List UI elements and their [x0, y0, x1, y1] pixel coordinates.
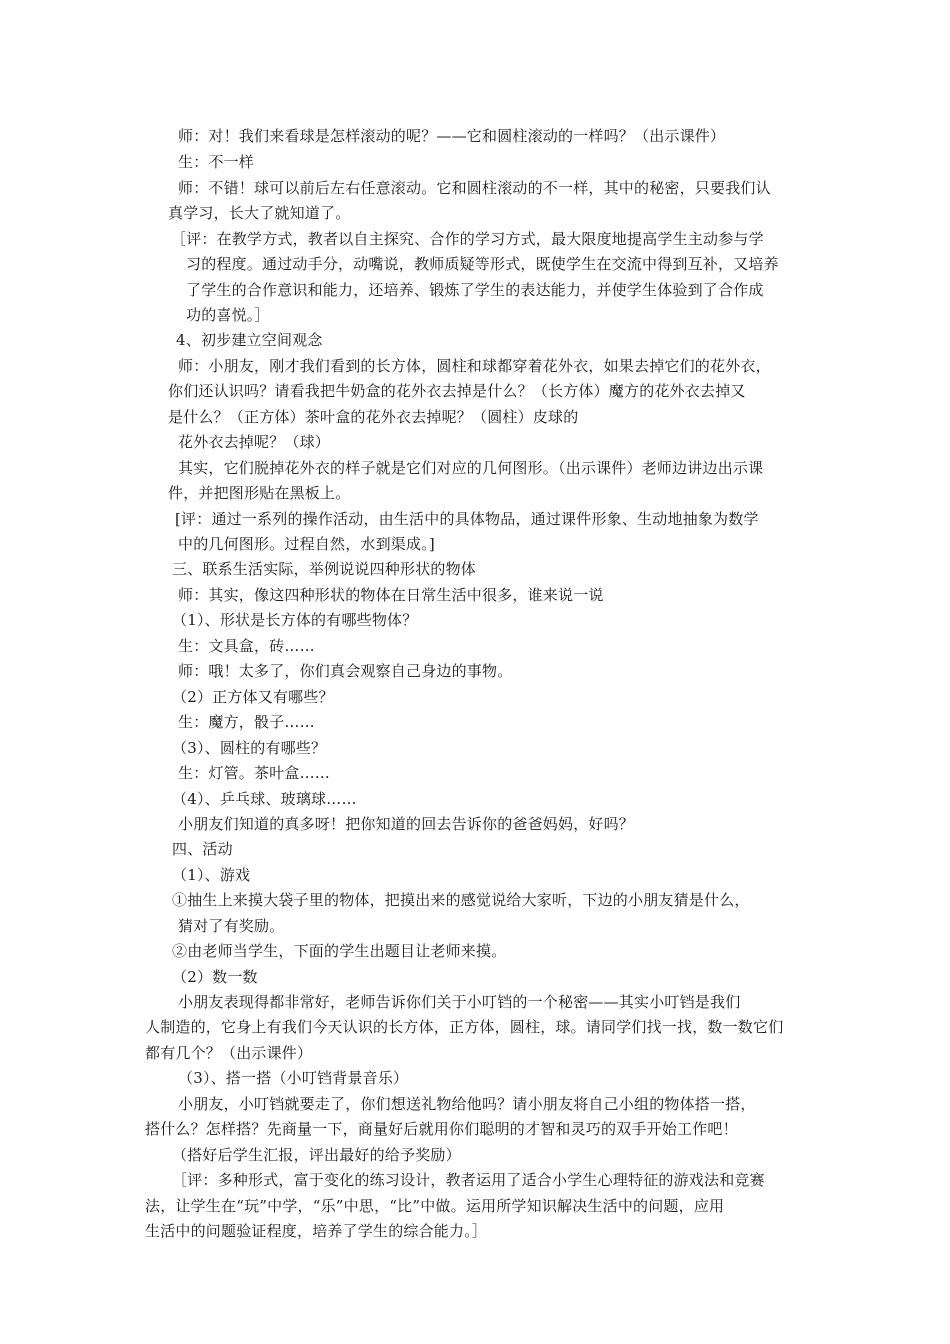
text-line: 是什么？（正方体）茶叶盒的花外衣去掉呢？（圆柱）皮球的	[168, 408, 579, 426]
text-line: 法，让学生在“玩”中学，“乐”中思，“比”中做。运用所学知识解决生活中的问题，应用	[145, 1197, 725, 1215]
text-line: ［评：在教学方式，教者以自主探究、合作的学习方式，最大限度地提高学生主动参与学	[171, 230, 764, 248]
section-heading: 三、联系生活实际，举例说说四种形状的物体	[172, 560, 477, 578]
text-line: （3）、圆柱的有哪些？	[172, 739, 327, 757]
text-line: （2）数一数	[172, 968, 258, 986]
text-line: （搭好后学生汇报，评出最好的给予奖励）	[172, 1146, 461, 1164]
text-line: 你们还认识吗？请看我把牛奶盒的花外衣去掉是什么？（长方体）魔方的花外衣去掉又	[168, 382, 746, 400]
text-line: 功的喜悦。］	[186, 306, 270, 324]
text-line: 猜对了有奖励。	[178, 917, 285, 935]
text-line: 生：魔方，骰子……	[178, 713, 315, 731]
text-line: 中的几何图形。过程自然，水到渠成。]	[178, 535, 435, 553]
text-line: 真学习，长大了就知道了。	[168, 204, 351, 222]
text-line: 生：不一样	[178, 153, 255, 171]
text-line: 了学生的合作意识和能力，还培养、锻炼了学生的表达能力，并使学生体验到了合作成	[186, 281, 764, 299]
section-heading: 4、初步建立空间观念	[176, 331, 323, 349]
text-line: 小朋友表现得都非常好，老师告诉你们关于小叮铛的一个秘密——其实小叮铛是我们	[178, 993, 741, 1011]
text-line: 习的程度。通过动手分，动嘴说，教师质疑等形式，既使学生在交流中得到互补，又培养	[186, 255, 779, 273]
text-line: 师：哦！太多了，你们真会观察自己身边的事物。	[178, 662, 513, 680]
text-line: ［评：多种形式，富于变化的练习设计，教者运用了适合小学生心理特征的游戏法和竞赛	[172, 1171, 765, 1189]
text-line: ①抽生上来摸大袋子里的物体，把摸出来的感觉说给大家听，下边的小朋友猜是什么，	[172, 891, 750, 909]
text-line: （3）、搭一搭（小叮铛背景音乐）	[178, 1069, 409, 1087]
text-line: 小朋友们知道的真多呀！把你知道的回去告诉你的爸爸妈妈，好吗？	[178, 815, 635, 833]
text-line: 生：文具盒，砖……	[178, 637, 315, 655]
text-line: 师：小朋友，刚才我们看到的长方体，圆柱和球都穿着花外衣，如果去掉它们的花外衣，	[178, 357, 771, 375]
text-line: 都有几个？（出示课件）	[145, 1044, 313, 1062]
text-line: （4）、乒乓球、玻璃球……	[172, 790, 357, 808]
text-line: 师：其实，像这四种形状的物体在日常生活中很多，谁来说一说	[178, 586, 604, 604]
text-line: 花外衣去掉呢？（球）	[178, 433, 331, 451]
text-line: （2）正方体又有哪些？	[172, 688, 334, 706]
text-line: 其实，它们脱掉花外衣的样子就是它们对应的几何图形。（出示课件）老师边讲边出示课	[178, 459, 764, 477]
text-line: ②由老师当学生，下面的学生出题目让老师来摸。	[172, 942, 507, 960]
section-heading: 四、活动	[172, 840, 233, 858]
text-line: 师：不错！球可以前后左右任意滚动。它和圆柱滚动的不一样，其中的秘密，只要我们认	[178, 179, 771, 197]
text-line: 生活中的问题验证程度，培养了学生的综合能力。］	[145, 1222, 488, 1240]
text-line: 生：灯管。茶叶盒……	[178, 764, 331, 782]
text-line: [评：通过一系列的操作活动，由生活中的具体物品，通过课件形象、生动地抽象为数学	[175, 510, 759, 528]
text-line: （1）、形状是长方体的有哪些物体？	[172, 611, 418, 629]
text-line: （1）、游戏	[172, 866, 251, 884]
text-line: 小朋友，小叮铛就要走了，你们想送礼物给他吗？请小朋友将自己小组的物体搭一搭，	[178, 1095, 756, 1113]
text-line: 搭什么？怎样搭？先商量一下，商量好后就用你们聪明的才智和灵巧的双手开始工作吧！	[145, 1120, 738, 1138]
text-line: 人制造的，它身上有我们今天认识的长方体，正方体，圆柱，球。请同学们找一找，数一数它们	[145, 1018, 784, 1036]
text-line: 师：对！我们来看球是怎样滚动的呢？——它和圆柱滚动的一样吗？（出示课件）	[178, 127, 726, 145]
text-line: 件，并把图形贴在黑板上。	[168, 484, 351, 502]
